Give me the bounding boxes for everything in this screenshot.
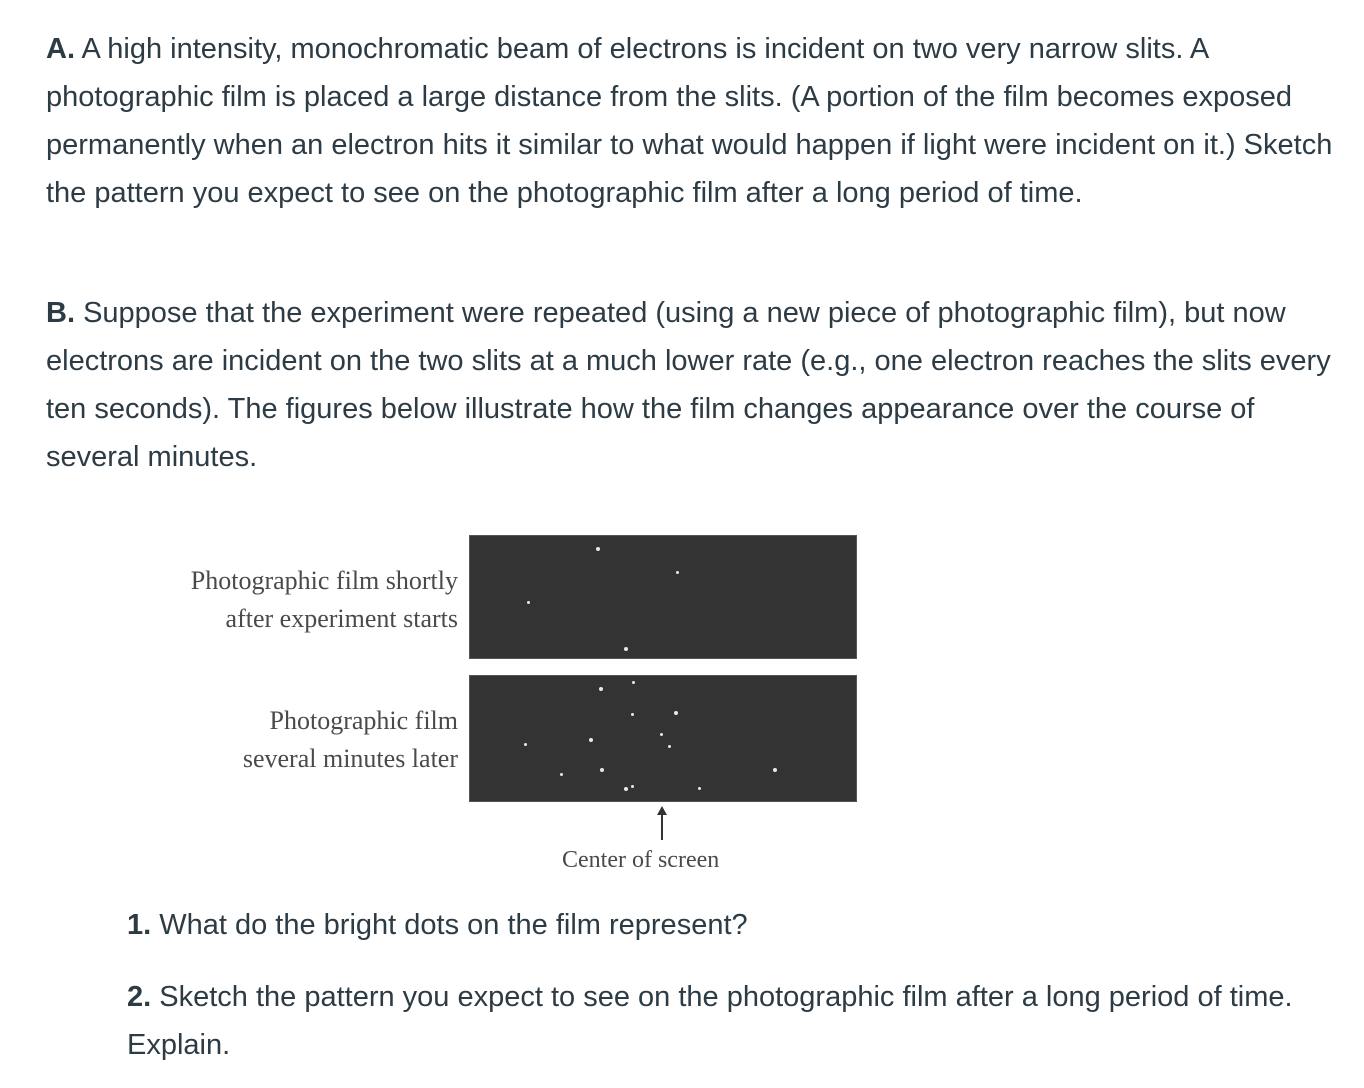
electron-dot (624, 647, 628, 651)
electron-dot (560, 773, 563, 776)
center-of-screen-label: Center of screen (562, 847, 720, 873)
electron-dot (600, 768, 604, 772)
photographic-film-early (469, 535, 857, 659)
question-1-number: 1. (127, 909, 152, 941)
electron-dot (660, 733, 663, 736)
electron-dot (596, 547, 600, 551)
film-2-label-line1: Photographic film (269, 706, 458, 735)
electron-dot (668, 745, 671, 748)
electron-dot (527, 601, 530, 604)
question-2-text: Sketch the pattern you expect to see on the photographic film after a long period of time. Explain. (127, 981, 1293, 1061)
film-2-label-line2: several minutes later (242, 744, 458, 773)
film-2-label (243, 702, 458, 778)
part-b-paragraph (46, 289, 1346, 481)
film-1-label-line1: Photographic film shortly (190, 566, 458, 595)
center-arrow-icon (656, 806, 668, 842)
electron-dot (632, 681, 635, 684)
part-b-text: Suppose that the experiment were repeated (using a new piece of photographic film), but now electrons are incident on the two slits at a much lower rate (e.g., one electron reaches the slits every ten seconds). The figures below illustrate how the film changes appearance over the course of several minutes. (46, 297, 1331, 473)
part-a-text: A high intensity, monochromatic beam of electrons is incident on two very narrow slits. A photographic film is placed a large distance from the slits. (A portion of the film becomes exposed permanently when an electron hits it similar to what would happen if light were incident on it.) Sketch the pattern you expect to see on the photographic film after a long period of time. (46, 33, 1333, 209)
question-1-text: What do the bright dots on the film represent? (159, 909, 748, 941)
electron-dot (676, 571, 679, 574)
electron-dot (589, 738, 593, 742)
film-1-label (191, 562, 458, 638)
photographic-film-later (469, 675, 857, 802)
electron-dot (631, 785, 634, 788)
part-b-label: B. (46, 297, 75, 329)
question-2 (127, 973, 1347, 1069)
question-2-number: 2. (127, 981, 152, 1013)
electron-dot (674, 711, 678, 715)
electron-dot (698, 787, 701, 790)
question-1 (127, 901, 1347, 949)
electron-dot (599, 687, 603, 691)
electron-dot (524, 743, 527, 746)
electron-dot (631, 713, 634, 716)
part-a-label: A. (46, 33, 75, 65)
electron-dot (624, 787, 628, 791)
part-a-paragraph (46, 25, 1346, 217)
electron-dot (773, 768, 777, 772)
film-1-label-line2: after experiment starts (225, 604, 458, 633)
